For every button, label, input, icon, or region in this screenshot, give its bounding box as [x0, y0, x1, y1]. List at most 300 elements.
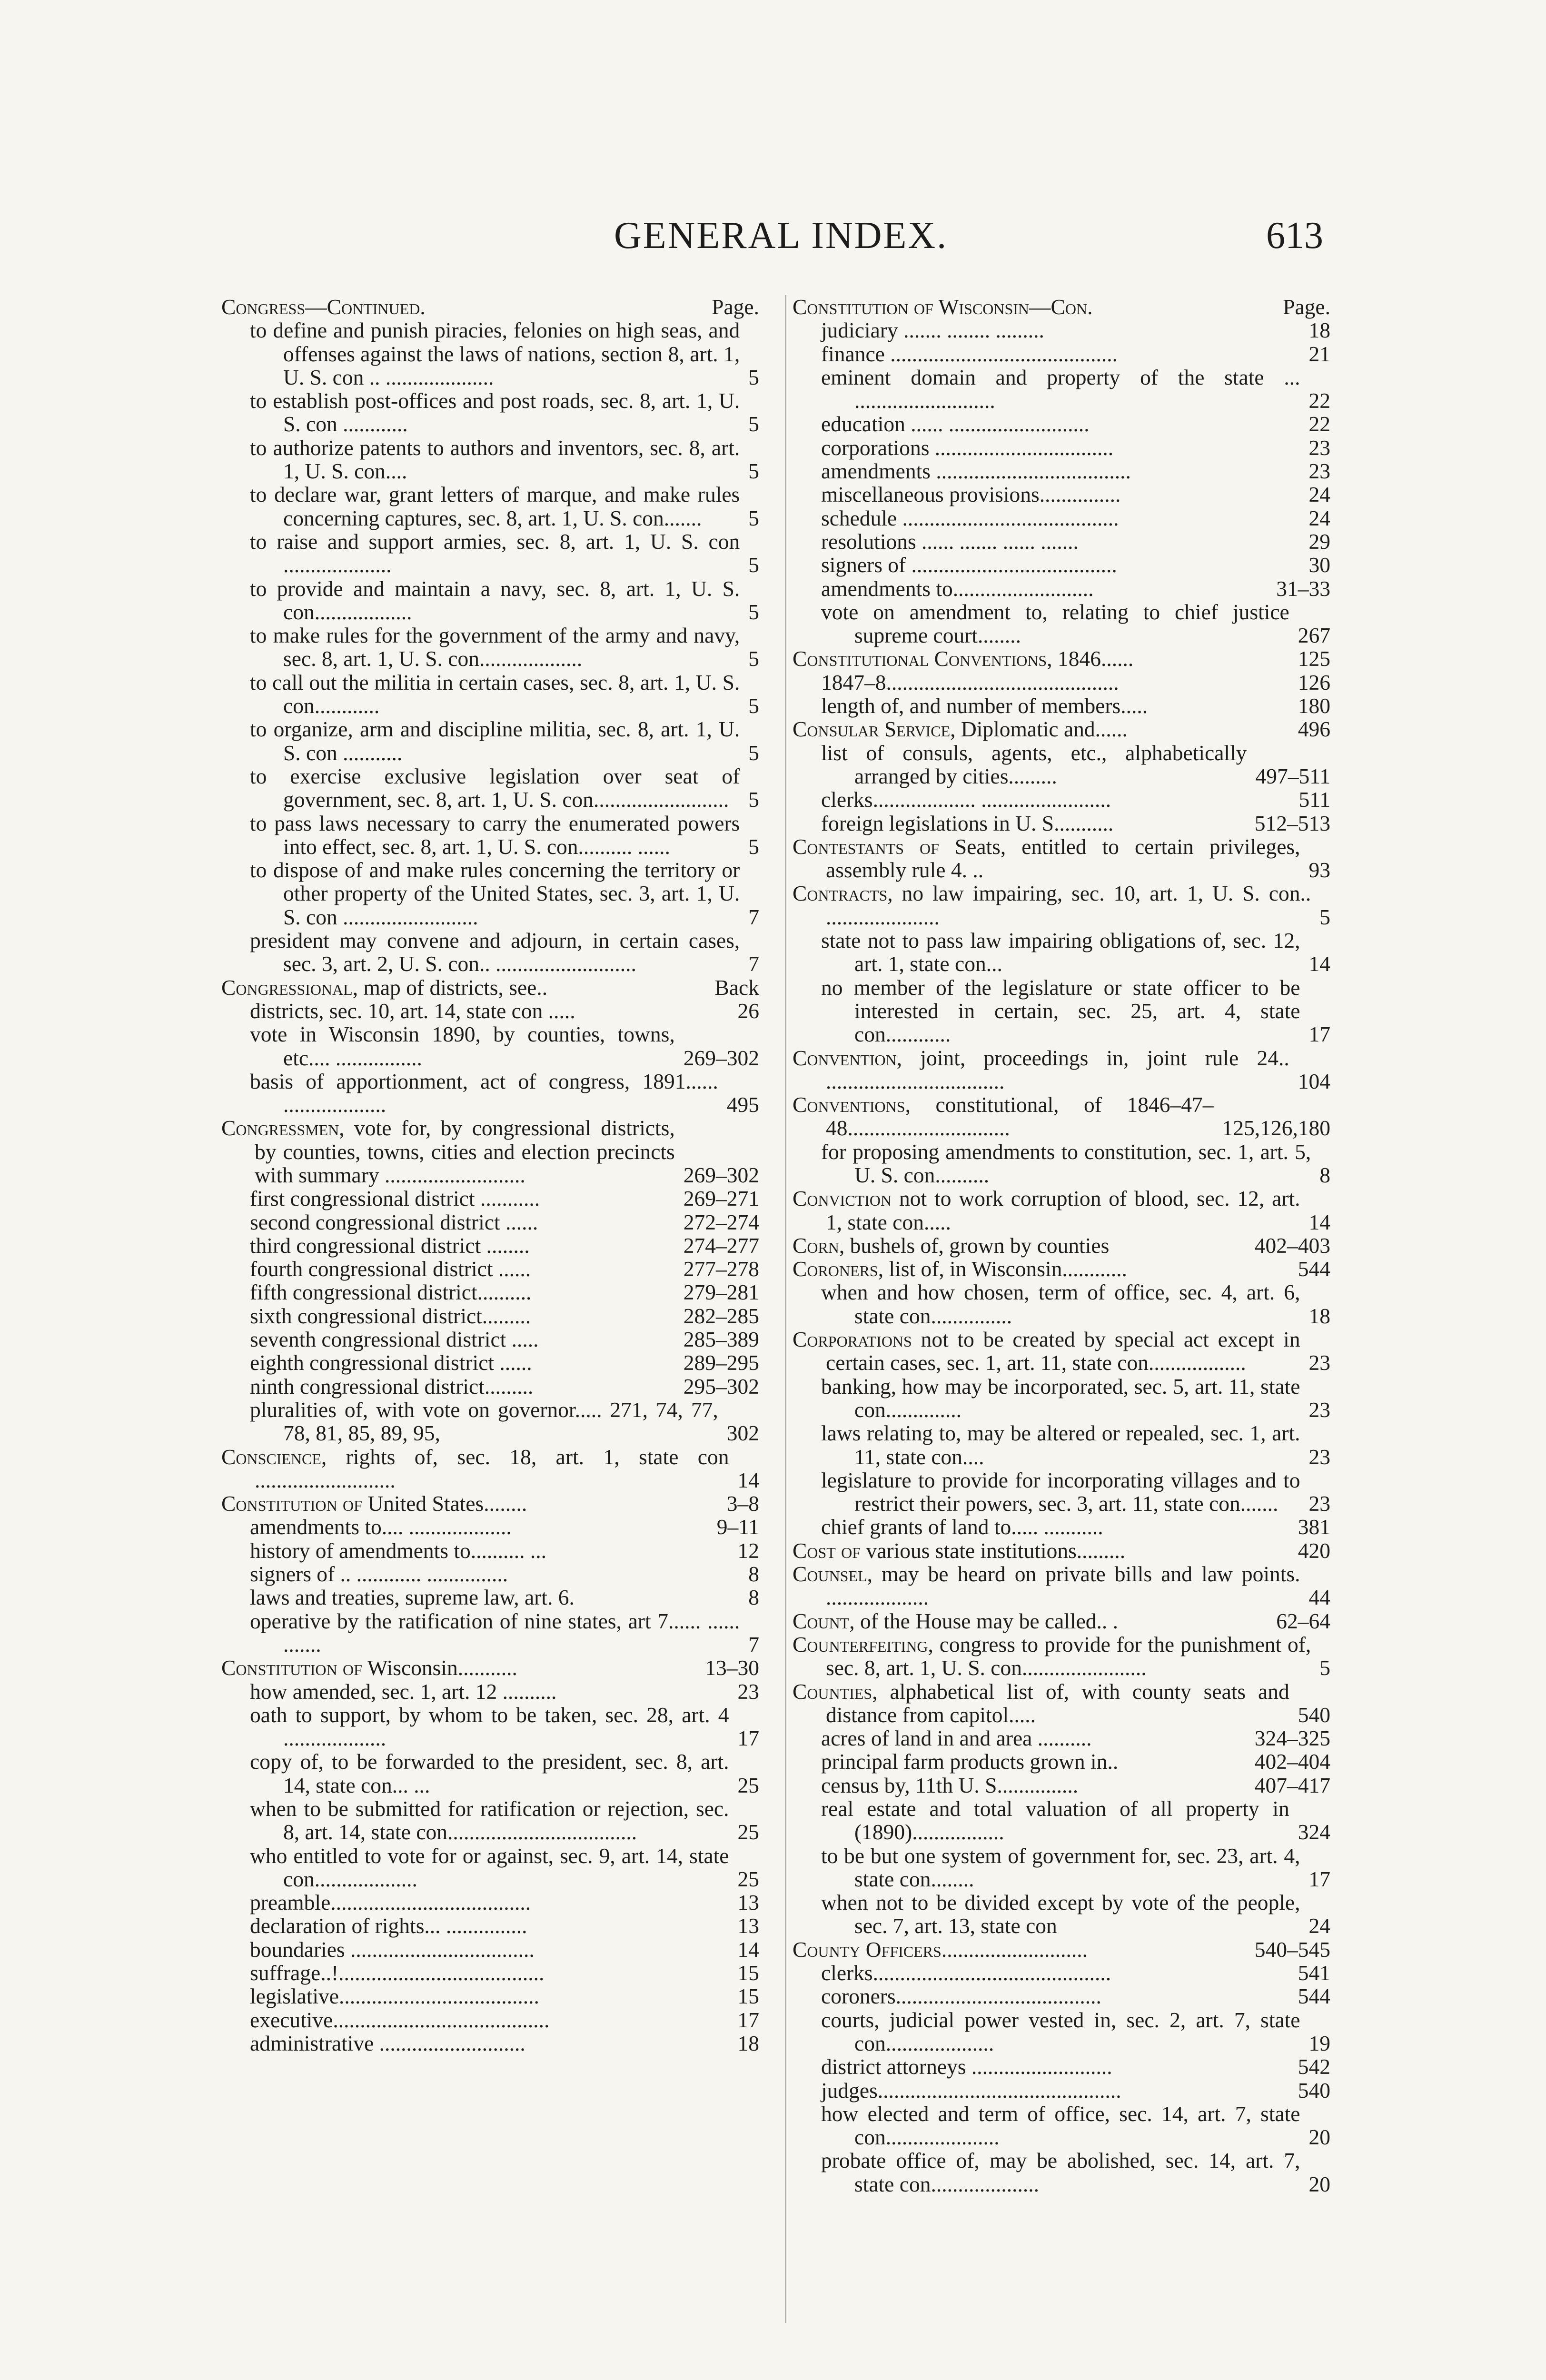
entry-text: eighth congressional district ......	[250, 1350, 532, 1375]
entry-page-ref: 5	[1319, 904, 1330, 929]
entry-page-ref: 274–277	[683, 1233, 759, 1258]
entry-text: to make rules for the government of the army and navy, sec. 8, art. 1, U. S. con...................	[250, 623, 740, 671]
index-subentry	[793, 1468, 1330, 1516]
entry-text: judiciary ....... ........ .........	[821, 318, 1044, 343]
right-index-column	[793, 295, 1330, 2196]
entry-page-ref: 496	[1298, 717, 1330, 742]
entry-text: operative by the ratification of nine states, art 7...... ...... .......	[250, 1608, 740, 1656]
entry-headword: Counsel	[793, 1562, 867, 1587]
entry-text: Conviction not to work corruption of blood, sec. 12, art. 1, state con.....	[793, 1186, 1300, 1234]
column-divider	[785, 295, 786, 2323]
entry-text: to define and punish piracies, felonies on high seas, and offenses against the laws of nations, section 8, art. 1, U. S. con .. ....................	[250, 318, 740, 389]
entry-text: length of, and number of members.....	[821, 694, 1148, 718]
index-subentry	[793, 929, 1330, 976]
entry-page-ref: 26	[737, 998, 759, 1023]
entry-text: coroners......................................	[821, 1984, 1101, 2009]
entry-text: signers of ......................................	[821, 553, 1117, 577]
entry-page-ref: 282–285	[683, 1303, 759, 1328]
index-subentry	[221, 1914, 759, 1937]
entry-text: amendments to..........................	[821, 576, 1094, 601]
index-subentry	[793, 530, 1330, 553]
index-subentry	[793, 506, 1330, 530]
index-subentry	[221, 1961, 759, 1984]
entry-page-ref: 24	[1308, 506, 1330, 530]
entry-page-ref: 23	[1308, 435, 1330, 460]
entry-page-ref: 62–64	[1276, 1608, 1330, 1633]
entry-text: miscellaneous provisions...............	[821, 482, 1121, 507]
entry-page-ref: 495	[726, 1092, 759, 1117]
index-entry	[793, 1680, 1330, 1727]
index-subentry	[221, 1210, 759, 1234]
index-entry	[221, 1656, 759, 1679]
entry-page-ref: 544	[1298, 1984, 1330, 2009]
entry-page-ref: 25	[737, 1820, 759, 1844]
entry-text: Constitutional Conventions, 1846......	[793, 646, 1134, 671]
entry-text: schedule ........................................	[821, 506, 1119, 530]
index-subentry	[793, 1421, 1330, 1468]
entry-page-ref: 17	[1308, 1022, 1330, 1047]
right-column-heading	[793, 295, 1330, 318]
index-subentry	[221, 1750, 759, 1797]
index-subentry	[793, 366, 1330, 413]
entry-page-ref: 20	[1308, 2172, 1330, 2196]
index-subentry	[793, 459, 1330, 483]
entry-page-ref: 23	[1308, 459, 1330, 484]
index-subentry	[793, 2079, 1330, 2102]
entry-page-ref: 302	[726, 1421, 759, 1446]
entry-page-ref: 5	[748, 553, 759, 577]
entry-page-ref: 125,126,180	[1222, 1116, 1330, 1140]
left-entries	[221, 318, 759, 2055]
entry-page-ref: Back	[714, 975, 759, 1000]
index-subentry	[221, 1703, 759, 1750]
entry-text: seventh congressional district .....	[250, 1327, 539, 1352]
entry-page-ref: 540–545	[1254, 1937, 1330, 1962]
entry-page-ref: 279–281	[683, 1280, 759, 1305]
index-entry	[221, 976, 759, 999]
left-column-heading	[221, 295, 759, 318]
entry-text: to exercise exclusive legislation over seat of government, sec. 8, art. 1, U. S. con.........................	[250, 764, 740, 812]
entry-text: copy of, to be forwarded to the president, sec. 8, art. 14, state con... ...	[250, 1749, 729, 1797]
entry-page-ref: 12	[737, 1538, 759, 1563]
entry-text: Contracts, no law impairing, sec. 10, art. 1, U. S. con.. .....................	[793, 881, 1311, 929]
entry-page-ref: 30	[1308, 553, 1330, 577]
entry-page-ref: 269–302	[683, 1162, 759, 1187]
page-header	[0, 209, 1546, 267]
entry-page-ref: 420	[1298, 1538, 1330, 1563]
index-subentry	[221, 1022, 759, 1070]
entry-page-ref: 7	[748, 904, 759, 929]
entry-text: Conventions, constitutional, of 1846–47–48..............................	[793, 1092, 1214, 1140]
index-subentry	[221, 1304, 759, 1328]
entry-text: Coroners, list of, in Wisconsin............	[793, 1257, 1127, 1281]
index-entry	[793, 1257, 1330, 1280]
entry-text: to establish post-offices and post roads, sec. 8, art. 1, U. S. con ............	[250, 388, 740, 436]
entry-text: to provide and maintain a navy, sec. 8, art. 1, U. S. con..................	[250, 576, 740, 624]
index-subentry	[221, 530, 759, 577]
index-subentry	[221, 1938, 759, 1961]
entry-text: amendments ....................................	[821, 459, 1131, 484]
entry-page-ref: 13–30	[705, 1656, 759, 1680]
entry-page-ref: 14	[1308, 952, 1330, 976]
entry-page-ref: 17	[737, 1726, 759, 1751]
entry-text: real estate and total valuation of all property in (1890).................	[821, 1796, 1289, 1844]
index-entry	[221, 1492, 759, 1515]
entry-page-ref: 93	[1308, 858, 1330, 883]
index-entry	[793, 882, 1330, 929]
index-subentry	[221, 1586, 759, 1609]
entry-page-ref: 18	[737, 2031, 759, 2055]
entry-page-ref: 512–513	[1254, 811, 1330, 835]
entry-page-ref: 381	[1298, 1515, 1330, 1539]
right-heading-text: Constitution of Wisconsin—Con.	[793, 295, 1093, 319]
entry-text: laws and treaties, supreme law, art. 6.	[250, 1585, 575, 1610]
index-subentry	[221, 1398, 759, 1445]
entry-text: clerks................... ........................	[821, 787, 1111, 812]
index-subentry	[221, 1328, 759, 1351]
index-subentry	[221, 577, 759, 624]
index-subentry	[221, 436, 759, 483]
entry-text: first congressional district ...........	[250, 1186, 540, 1211]
entry-page-ref: 25	[737, 1773, 759, 1797]
entry-headword: Convention	[793, 1045, 897, 1070]
entry-text: who entitled to vote for or against, sec. 9, art. 14, state con...................	[250, 1843, 729, 1891]
entry-page-ref: 180	[1298, 694, 1330, 718]
entry-page-ref: 277–278	[683, 1257, 759, 1281]
index-subentry	[221, 1844, 759, 1891]
entry-text: how elected and term of office, sec. 14, art. 7, state con.....................	[821, 2101, 1300, 2150]
entry-page-ref: 7	[748, 1632, 759, 1656]
entry-text: history of amendments to.......... ...	[250, 1538, 547, 1563]
index-subentry	[793, 1280, 1330, 1328]
entry-text: resolutions ...... ....... ...... .......	[821, 529, 1079, 554]
entry-page-ref: 17	[737, 2007, 759, 2032]
entry-text: signers of .. ............ ...............	[250, 1562, 508, 1587]
entry-text: Cost of various state institutions.........	[793, 1538, 1126, 1563]
entry-page-ref: 407–417	[1254, 1773, 1330, 1797]
index-subentry	[793, 1375, 1330, 1422]
entry-page-ref: 104	[1298, 1069, 1330, 1093]
index-subentry	[221, 999, 759, 1022]
entry-headword: Counterfeiting	[793, 1632, 928, 1656]
entry-text: principal farm products grown in..	[821, 1749, 1119, 1774]
entry-text: oath to support, by whom to be taken, sec. 28, art. 4 ...................	[250, 1702, 729, 1751]
entry-text: president may convene and adjourn, in certain cases, sec. 3, art. 2, U. S. con.. ..........................	[250, 928, 740, 976]
entry-headword: Corporations	[793, 1327, 912, 1352]
index-subentry	[793, 788, 1330, 811]
entry-headword: Coroners	[793, 1257, 878, 1281]
entry-text: executive........................................	[250, 2007, 550, 2032]
entry-text: Counsel, may be heard on private bills and law points. ...................	[793, 1562, 1300, 1610]
entry-page-ref: 7	[748, 952, 759, 976]
entry-headword: Congressmen	[221, 1116, 339, 1140]
entry-page-ref: 23	[1308, 1491, 1330, 1516]
entry-text: acres of land in and area ..........	[821, 1726, 1092, 1751]
index-subentry	[793, 1961, 1330, 1984]
entry-page-ref: 542	[1298, 2054, 1330, 2079]
entry-page-ref: 21	[1308, 341, 1330, 366]
entry-text: no member of the legislature or state officer to be interested in certain, sec. 25, art. 4, state con............	[821, 975, 1300, 1047]
entry-headword: Congressional	[221, 975, 353, 1000]
index-entry	[221, 1445, 759, 1492]
entry-page-ref: 8	[1319, 1162, 1330, 1187]
index-subentry	[793, 553, 1330, 576]
entry-headword: County Officers	[793, 1937, 941, 1962]
entry-page-ref: 22	[1308, 412, 1330, 436]
entry-text: to pass laws necessary to carry the enumerated powers into effect, sec. 8, art. 1, U. S. con.......... ......	[250, 811, 740, 859]
entry-text: corporations .................................	[821, 435, 1114, 460]
entry-text: Congressional, map of districts, see..	[221, 975, 548, 1000]
entry-page-ref: 541	[1298, 1961, 1330, 1985]
entry-page-ref: 29	[1308, 529, 1330, 554]
entry-text: County Officers...........................	[793, 1937, 1088, 1962]
entry-page-ref: 15	[737, 1961, 759, 1985]
index-subentry	[221, 671, 759, 718]
entry-text: suffrage..!......................................	[250, 1961, 545, 1985]
index-entry	[793, 1046, 1330, 1093]
index-subentry	[793, 1774, 1330, 1797]
index-subentry	[221, 929, 759, 976]
entry-text: Constitution of Wisconsin...........	[221, 1656, 517, 1680]
entry-headword: Contestants of	[793, 834, 939, 859]
entry-headword: Constitution of	[221, 1656, 362, 1680]
entry-page-ref: 5	[748, 740, 759, 765]
index-subentry	[221, 483, 759, 530]
entry-text: boundaries ..................................	[250, 1937, 535, 1962]
entry-text: for proposing amendments to constitution, sec. 1, art. 5, U. S. con..........	[821, 1139, 1311, 1187]
entry-page-ref: 402–403	[1254, 1233, 1330, 1258]
entry-text: basis of apportionment, act of congress, 1891...... ...................	[250, 1069, 718, 1117]
index-entry	[793, 1187, 1330, 1234]
index-subentry	[221, 1234, 759, 1257]
entry-page-ref: 324	[1298, 1820, 1330, 1844]
entry-page-ref: 5	[748, 834, 759, 859]
entry-text: Conscience, rights of, sec. 18, art. 1, state con ..........................	[221, 1444, 729, 1492]
index-subentry	[221, 1375, 759, 1398]
entry-text: fourth congressional district ......	[250, 1257, 531, 1281]
entry-text: clerks............................................	[821, 1961, 1111, 1985]
index-entry	[793, 1234, 1330, 1257]
entry-text: Corn, bushels of, grown by counties	[793, 1233, 1110, 1258]
entry-page-ref: 126	[1298, 670, 1330, 694]
entry-text: Contestants of Seats, entitled to certain privileges, assembly rule 4. ..	[793, 834, 1300, 883]
entry-text: district attorneys ..........................	[821, 2054, 1112, 2079]
entry-headword: Consular Service	[793, 717, 951, 742]
entry-text: second congressional district ......	[250, 1210, 538, 1234]
index-subentry	[221, 318, 759, 389]
entry-headword: Conventions	[793, 1092, 905, 1117]
entry-headword: Contracts	[793, 881, 888, 906]
entry-headword: Count	[793, 1608, 850, 1633]
entry-text: Convention, joint, proceedings in, joint rule 24.. .................................	[793, 1045, 1289, 1093]
index-subentry	[221, 858, 759, 929]
left-heading-page-label: Page.	[712, 295, 759, 319]
index-subentry	[793, 1750, 1330, 1773]
entry-text: pluralities of, with vote on governor..... 271, 74, 77, 78, 81, 85, 89, 95,	[250, 1397, 718, 1446]
entry-text: eminent domain and property of the state ... ..........................	[821, 365, 1300, 413]
entry-page-ref: 17	[1308, 1866, 1330, 1891]
entry-text: fifth congressional district..........	[250, 1280, 532, 1305]
index-subentry	[221, 1562, 759, 1586]
entry-text: to authorize patents to authors and inventors, sec. 8, art. 1, U. S. con....	[250, 435, 740, 484]
entry-text: to call out the militia in certain cases, sec. 8, art. 1, U. S. con............	[250, 670, 740, 718]
index-subentry	[221, 1539, 759, 1562]
entry-text: chief grants of land to..... ...........	[821, 1515, 1103, 1539]
index-subentry	[221, 1891, 759, 1914]
entry-page-ref: 8	[748, 1562, 759, 1587]
entry-page-ref: 269–271	[683, 1186, 759, 1211]
index-entry	[793, 1539, 1330, 1562]
entry-text: preamble.....................................	[250, 1890, 531, 1915]
entry-text: third congressional district ........	[250, 1233, 530, 1258]
index-subentry	[793, 1726, 1330, 1750]
entry-page-ref: 5	[748, 694, 759, 718]
index-subentry	[793, 2149, 1330, 2196]
entry-page-ref: 5	[1319, 1656, 1330, 1680]
index-subentry	[221, 1984, 759, 2008]
entry-text: 1847–8...........................................	[821, 670, 1119, 694]
page-number: 613	[1266, 215, 1323, 257]
entry-page-ref: 14	[737, 1937, 759, 1962]
entry-page-ref: 125	[1298, 646, 1330, 671]
entry-page-ref: 269–302	[683, 1045, 759, 1070]
index-subentry	[793, 812, 1330, 835]
entry-page-ref: 13	[737, 1914, 759, 1938]
index-entry	[793, 1328, 1330, 1375]
index-entry	[793, 1633, 1330, 1680]
entry-page-ref: 23	[737, 1679, 759, 1704]
index-subentry	[793, 1891, 1330, 1938]
entry-text: to raise and support armies, sec. 8, art. 1, U. S. con ....................	[250, 529, 740, 577]
entry-page-ref: 497–511	[1255, 764, 1330, 788]
entry-page-ref: 31–33	[1276, 576, 1330, 601]
entry-page-ref: 5	[748, 412, 759, 436]
index-entry	[793, 1093, 1330, 1140]
entry-text: to organize, arm and discipline militia, sec. 8, art. 1, U. S. con ...........	[250, 717, 740, 765]
entry-text: state not to pass law impairing obligations of, sec. 12, art. 1, state con...	[821, 928, 1300, 976]
index-subentry	[221, 1680, 759, 1703]
entry-page-ref: 23	[1308, 1397, 1330, 1422]
entry-text: when and how chosen, term of office, sec. 4, art. 6, state con...............	[821, 1280, 1300, 1328]
left-index-column	[221, 295, 759, 2055]
entry-text: when not to be divided except by vote of the people, sec. 7, art. 13, state con	[821, 1890, 1300, 1938]
entry-text: Count, of the House may be called.. .	[793, 1608, 1119, 1633]
entry-page-ref: 544	[1298, 1257, 1330, 1281]
entry-headword: Cost of	[793, 1538, 861, 1563]
entry-text: census by, 11th U. S...............	[821, 1773, 1079, 1797]
entry-page-ref: 23	[1308, 1350, 1330, 1375]
index-subentry	[793, 741, 1330, 788]
entry-text: sixth congressional district.........	[250, 1303, 531, 1328]
entry-page-ref: 18	[1308, 1303, 1330, 1328]
entry-headword: Counties	[793, 1679, 872, 1704]
index-subentry	[221, 1351, 759, 1374]
entry-page-ref: 285–389	[683, 1327, 759, 1352]
entry-text: to be but one system of government for, sec. 23, art. 4, state con........	[821, 1843, 1300, 1891]
entry-page-ref: 402–404	[1254, 1749, 1330, 1774]
entry-text: probate office of, may be abolished, sec. 14, art. 7, state con....................	[821, 2148, 1300, 2196]
index-subentry	[221, 1515, 759, 1538]
index-subentry	[221, 1280, 759, 1304]
entry-page-ref: 24	[1308, 1914, 1330, 1938]
index-subentry	[793, 2008, 1330, 2055]
entry-page-ref: 15	[737, 1984, 759, 2009]
entry-text: to declare war, grant letters of marque, and make rules concerning captures, sec. 8, art. 1, U. S. con.......	[250, 482, 740, 530]
entry-text: finance ..........................................	[821, 341, 1118, 366]
entry-page-ref: 540	[1298, 1702, 1330, 1727]
index-subentry	[793, 318, 1330, 342]
index-subentry	[221, 1187, 759, 1210]
right-entries	[793, 318, 1330, 2196]
entry-text: list of consuls, agents, etc., alphabetically arranged by cities.........	[821, 740, 1247, 788]
entry-page-ref: 18	[1308, 318, 1330, 343]
entry-text: foreign legislations in U. S...........	[821, 811, 1114, 835]
entry-page-ref: 24	[1308, 482, 1330, 507]
entry-page-ref: 13	[737, 1890, 759, 1915]
index-entry	[793, 1938, 1330, 1961]
index-subentry	[221, 812, 759, 859]
entry-text: Corporations not to be created by special act except in certain cases, sec. 1, art. 11, state con..................	[793, 1327, 1300, 1375]
index-subentry	[793, 976, 1330, 1046]
index-subentry	[221, 1797, 759, 1844]
index-subentry	[793, 694, 1330, 717]
entry-page-ref: 23	[1308, 1444, 1330, 1469]
entry-page-ref: 9–11	[716, 1515, 759, 1539]
entry-text: Counties, alphabetical list of, with county seats and distance from capitol.....	[793, 1679, 1289, 1727]
entry-page-ref: 8	[748, 1585, 759, 1610]
entry-page-ref: 540	[1298, 2078, 1330, 2102]
entry-text: education ...... ..........................	[821, 412, 1090, 436]
entry-text: courts, judicial power vested in, sec. 2, art. 7, state con....................	[821, 2007, 1300, 2055]
index-subentry	[221, 389, 759, 436]
right-heading-page-label: Page.	[1283, 295, 1330, 319]
index-entry	[793, 717, 1330, 741]
index-entry	[221, 1116, 759, 1187]
index-entry	[793, 1562, 1330, 1609]
index-subentry	[221, 717, 759, 764]
entry-text: vote on amendment to, relating to chief justice supreme court........	[821, 599, 1289, 648]
left-heading-text: Congress—Continued.	[221, 295, 426, 319]
entry-headword: Constitutional Conventions	[793, 646, 1047, 671]
entry-text: ninth congressional district.........	[250, 1374, 534, 1398]
entry-headword: Conviction	[793, 1186, 892, 1211]
entry-text: when to be submitted for ratification or rejection, sec. 8, art. 14, state con...................................	[250, 1796, 729, 1844]
index-subentry	[793, 483, 1330, 506]
index-subentry	[793, 600, 1330, 647]
index-subentry	[793, 2102, 1330, 2149]
running-title: GENERAL INDEX.	[614, 215, 948, 257]
entry-page-ref: 3–8	[726, 1491, 759, 1516]
entry-text: amendments to.... ...................	[250, 1515, 512, 1539]
index-subentry	[793, 1797, 1330, 1844]
entry-page-ref: 5	[748, 365, 759, 389]
entry-text: districts, sec. 10, art. 14, state con .....	[250, 998, 575, 1023]
index-entry	[793, 647, 1330, 670]
entry-page-ref: 14	[1308, 1210, 1330, 1234]
entry-page-ref: 14	[737, 1468, 759, 1492]
entry-text: laws relating to, may be altered or repealed, sec. 1, art. 11, state con....	[821, 1421, 1300, 1469]
index-subentry	[793, 577, 1330, 600]
index-subentry	[793, 1984, 1330, 2008]
entry-page-ref: 5	[748, 506, 759, 530]
entry-text: Counterfeiting, congress to provide for the punishment of, sec. 8, art. 1, U. S. con.......................	[793, 1632, 1311, 1680]
entry-page-ref: 5	[748, 646, 759, 671]
index-subentry	[221, 2032, 759, 2055]
index-entry	[793, 1609, 1330, 1633]
entry-page-ref: 25	[737, 1866, 759, 1891]
index-subentry	[793, 2055, 1330, 2078]
entry-page-ref: 511	[1298, 787, 1330, 812]
